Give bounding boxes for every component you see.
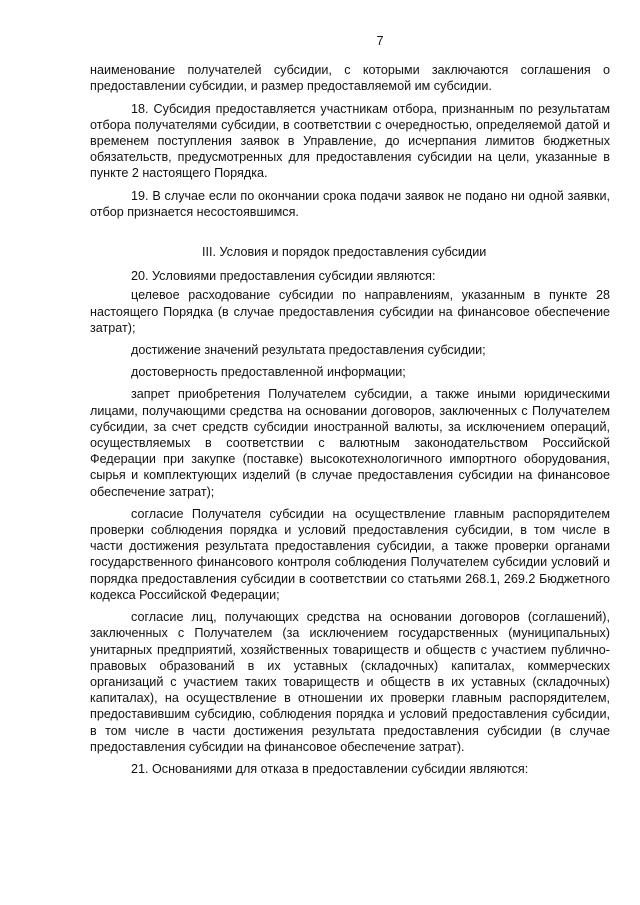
paragraph-20: 20. Условиями предоставления субсидии являются: <box>131 269 436 284</box>
section-heading: III. Условия и порядок предоставления субсидии <box>202 245 487 260</box>
paragraph-21: 21. Основаниями для отказа в предоставлении субсидии являются: <box>131 761 529 776</box>
condition-result-values: достижение значений результата предоставления субсидии; <box>131 343 486 358</box>
paragraph-recipients-continuation: наименование получателей субсидии, с которыми заключаются соглашения о предоставлении субсидии, и размер предоставляемой им субсидии. <box>90 63 610 94</box>
paragraph-18: 18. Субсидия предоставляется участникам отбора, признанным по результатам отбора получателями субсидии, в соответствии с очередностью, определяемой датой и временем поступления заявок в Управление, до исчерпания лимитов бюджетных обязательств, предусмотренных для предоставления субсидии на цели, указанные в пункте 2 настоящего Порядка. <box>90 101 610 181</box>
condition-target-spending: целевое расходование субсидии по направлениям, указанным в пункте 28 настоящего Порядка (в случае предоставления субсидии на финансовое обеспечение затрат); <box>90 288 610 335</box>
condition-recipient-consent: согласие Получателя субсидии на осуществление главным распорядителем проверки соблюдения порядка и условий предоставления субсидии, в том числе в части достижения результата предоставления субсидии, а также проверки органами государственного финансового контроля соблюдения Получателем субсидии условий и порядка предоставления субсидии в соответствии со статьями 268.1, 269.2 Бюджетного кодекса Российской Федерации; <box>90 506 610 602</box>
paragraph-19: 19. В случае если по окончании срока подачи заявок не подано ни одной заявки, отбор признается несостоявшимся. <box>90 188 610 219</box>
page-number: 7 <box>376 34 384 48</box>
condition-reliability: достоверность предоставленной информации; <box>131 365 406 380</box>
condition-currency-ban: запрет приобретения Получателем субсидии, а также иными юридическими лицами, получающими средства на основании договоров, заключенных с Получателем субсидии, за счет средств субсидии иностранной валюты, за исключением операций, осуществляемых в соответствии с валютным законодательством Российской Федерации при закупке (поставке) высокотехнологичного импортного оборудования, сырья и комплектующих изделий (в случае предоставления субсидии на финансовое обеспечение затрат); <box>90 387 610 499</box>
condition-third-party-consent: согласие лиц, получающих средства на основании договоров (соглашений), заключенных с Получателем (за исключением государственных (муниципальных) унитарных предприятий, хозяйственных товариществ и обществ с участием публично-правовых образований в их уставных (складочных) капиталах, коммерческих организаций с участием таких товариществ и обществ в их уставных (складочных) капиталах), на осуществление в отношении их проверки главным распорядителем, предоставившим субсидию, соблюдения порядка и условий предоставления субсидии, в том числе в части достижения результата предоставления субсидии (в случае предоставления субсидии на финансовое обеспечение затрат). <box>90 610 610 754</box>
